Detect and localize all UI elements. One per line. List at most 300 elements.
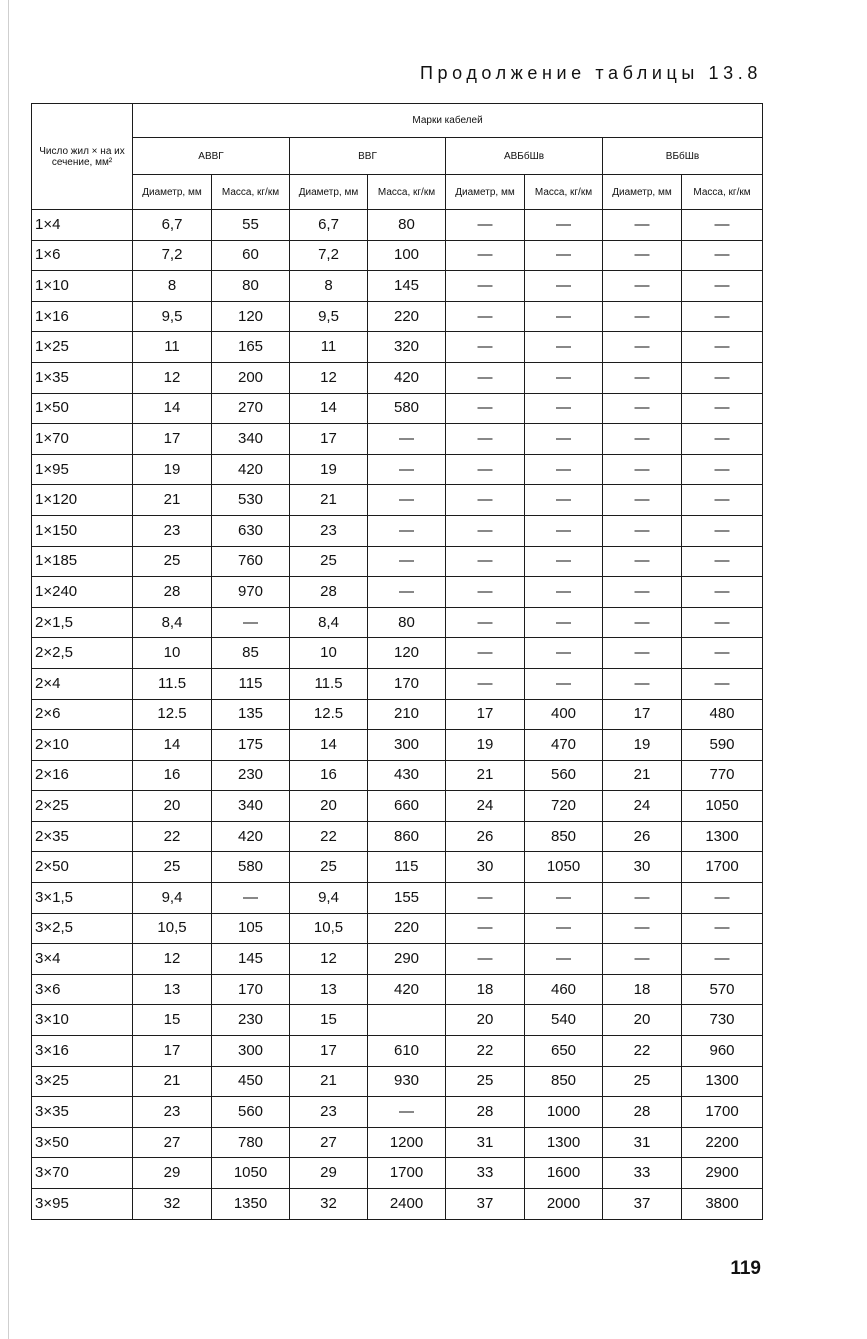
cell-vvg-mass: — — [368, 515, 446, 546]
cell-avbbshv-diameter: — — [446, 393, 525, 424]
table-row — [32, 1005, 763, 1036]
table-row — [32, 393, 763, 424]
cell-vbbshv-diameter: — — [603, 210, 682, 241]
cell-vbbshv-mass: — — [682, 485, 763, 516]
cell-vbbshv-mass: 730 — [682, 1005, 763, 1036]
cell-vbbshv-mass: — — [682, 301, 763, 332]
cell-avvg-mass: 630 — [212, 515, 290, 546]
cell-cores-section: 1×35 — [32, 362, 133, 393]
cell-vbbshv-diameter: 24 — [603, 791, 682, 822]
cell-vvg-diameter: 22 — [290, 821, 368, 852]
table-row — [32, 821, 763, 852]
cell-avbbshv-mass: — — [525, 668, 603, 699]
cell-vvg-mass: 2400 — [368, 1189, 446, 1220]
cell-avbbshv-mass: 1050 — [525, 852, 603, 883]
cell-vvg-mass: 80 — [368, 607, 446, 638]
cell-vvg-diameter: 21 — [290, 485, 368, 516]
cell-cores-section: 2×25 — [32, 791, 133, 822]
cell-vvg-diameter: 8 — [290, 271, 368, 302]
cell-cores-section: 3×4 — [32, 944, 133, 975]
cell-avbbshv-diameter: 24 — [446, 791, 525, 822]
cell-vbbshv-mass: — — [682, 332, 763, 363]
cell-vvg-diameter: 6,7 — [290, 210, 368, 241]
cell-vvg-diameter: 19 — [290, 454, 368, 485]
cell-avbbshv-diameter: — — [446, 515, 525, 546]
cell-avbbshv-diameter: 18 — [446, 974, 525, 1005]
cell-vvg-mass: — — [368, 1097, 446, 1128]
table-row — [32, 1097, 763, 1128]
cell-avvg-diameter: 25 — [133, 852, 212, 883]
cell-cores-section: 1×4 — [32, 210, 133, 241]
cell-vbbshv-diameter: 28 — [603, 1097, 682, 1128]
header-mass: Масса, кг/км — [525, 175, 603, 210]
cell-avbbshv-mass: 720 — [525, 791, 603, 822]
cell-avvg-diameter: 17 — [133, 424, 212, 455]
table-row — [32, 974, 763, 1005]
cell-avvg-diameter: 17 — [133, 1036, 212, 1067]
cell-avbbshv-mass: — — [525, 362, 603, 393]
cell-vbbshv-mass: 1050 — [682, 791, 763, 822]
cell-vbbshv-mass: — — [682, 515, 763, 546]
cell-avvg-diameter: 21 — [133, 485, 212, 516]
cell-avvg-diameter: 23 — [133, 1097, 212, 1128]
cell-vbbshv-diameter: — — [603, 913, 682, 944]
cell-vbbshv-mass: 1700 — [682, 1097, 763, 1128]
cell-avbbshv-mass: — — [525, 638, 603, 669]
cell-cores-section: 3×16 — [32, 1036, 133, 1067]
cell-vvg-diameter: 7,2 — [290, 240, 368, 271]
cell-vbbshv-diameter: — — [603, 515, 682, 546]
cell-avvg-mass: 270 — [212, 393, 290, 424]
cell-avvg-mass: 105 — [212, 913, 290, 944]
cell-vbbshv-mass: — — [682, 240, 763, 271]
cell-cores-section: 2×1,5 — [32, 607, 133, 638]
cell-vvg-mass: — — [368, 546, 446, 577]
cell-vvg-diameter: 28 — [290, 577, 368, 608]
cell-vbbshv-diameter: — — [603, 668, 682, 699]
cell-avvg-diameter: 15 — [133, 1005, 212, 1036]
cell-vbbshv-mass: 960 — [682, 1036, 763, 1067]
cell-avbbshv-mass: — — [525, 485, 603, 516]
cell-avbbshv-mass: 400 — [525, 699, 603, 730]
cell-avvg-mass: 200 — [212, 362, 290, 393]
cell-cores-section: 1×70 — [32, 424, 133, 455]
table-caption: Продолжение таблицы 13.8 — [419, 63, 762, 83]
cell-vbbshv-diameter: 30 — [603, 852, 682, 883]
cell-cores-section: 2×16 — [32, 760, 133, 791]
table-row — [32, 944, 763, 975]
cell-vbbshv-diameter: — — [603, 638, 682, 669]
cell-avbbshv-diameter: 25 — [446, 1066, 525, 1097]
table-row — [32, 240, 763, 271]
table-row — [32, 1036, 763, 1067]
cell-avvg-mass: 120 — [212, 301, 290, 332]
table-row — [32, 913, 763, 944]
cell-avbbshv-diameter: 17 — [446, 699, 525, 730]
cell-vvg-mass: 660 — [368, 791, 446, 822]
cell-vvg-diameter: 32 — [290, 1189, 368, 1220]
cell-vvg-diameter: 11.5 — [290, 668, 368, 699]
cell-avbbshv-diameter: — — [446, 362, 525, 393]
table-row — [32, 424, 763, 455]
header-diameter: Диаметр, мм — [290, 175, 368, 210]
cell-vbbshv-diameter: 33 — [603, 1158, 682, 1189]
cell-avvg-mass: 340 — [212, 424, 290, 455]
cell-vbbshv-diameter: — — [603, 454, 682, 485]
cell-avvg-diameter: 12.5 — [133, 699, 212, 730]
cell-avvg-mass: 1050 — [212, 1158, 290, 1189]
cell-vbbshv-diameter: — — [603, 577, 682, 608]
cell-avvg-mass: 80 — [212, 271, 290, 302]
cell-avvg-mass: 340 — [212, 791, 290, 822]
cell-avvg-diameter: 10,5 — [133, 913, 212, 944]
cell-vbbshv-diameter: — — [603, 424, 682, 455]
cell-vvg-diameter: 21 — [290, 1066, 368, 1097]
cell-vvg-mass: 420 — [368, 974, 446, 1005]
cell-avbbshv-mass: 650 — [525, 1036, 603, 1067]
cell-avbbshv-diameter: — — [446, 210, 525, 241]
cell-cores-section: 3×1,5 — [32, 883, 133, 914]
cell-vvg-mass: 580 — [368, 393, 446, 424]
table-row — [32, 546, 763, 577]
table-row — [32, 210, 763, 241]
cell-avvg-diameter: 25 — [133, 546, 212, 577]
cell-vbbshv-mass: — — [682, 454, 763, 485]
cell-vvg-mass: — — [368, 454, 446, 485]
cell-avbbshv-diameter: 22 — [446, 1036, 525, 1067]
cell-vbbshv-diameter: — — [603, 393, 682, 424]
cell-avvg-diameter: 11.5 — [133, 668, 212, 699]
cell-vvg-mass: 80 — [368, 210, 446, 241]
cell-avvg-diameter: 16 — [133, 760, 212, 791]
cell-avbbshv-diameter: — — [446, 485, 525, 516]
table-row — [32, 852, 763, 883]
table-row — [32, 730, 763, 761]
cell-avvg-diameter: 13 — [133, 974, 212, 1005]
cell-avvg-mass: 85 — [212, 638, 290, 669]
cell-avvg-diameter: 22 — [133, 821, 212, 852]
cell-vvg-mass: 220 — [368, 301, 446, 332]
cell-avbbshv-diameter: — — [446, 944, 525, 975]
cell-avvg-mass: 135 — [212, 699, 290, 730]
cell-avbbshv-diameter: — — [446, 883, 525, 914]
cell-vvg-diameter: 8,4 — [290, 607, 368, 638]
cell-avbbshv-mass: 460 — [525, 974, 603, 1005]
cell-avvg-mass: 560 — [212, 1097, 290, 1128]
cell-vbbshv-mass: — — [682, 577, 763, 608]
cell-cores-section: 3×95 — [32, 1189, 133, 1220]
cell-vvg-mass: 930 — [368, 1066, 446, 1097]
table-row — [32, 638, 763, 669]
cell-vbbshv-mass: 570 — [682, 974, 763, 1005]
cell-cores-section: 3×6 — [32, 974, 133, 1005]
cell-avvg-mass: 230 — [212, 1005, 290, 1036]
cell-vvg-mass: 320 — [368, 332, 446, 363]
table-row — [32, 607, 763, 638]
cell-avbbshv-diameter: 28 — [446, 1097, 525, 1128]
cell-avbbshv-diameter: — — [446, 271, 525, 302]
header-diameter: Диаметр, мм — [603, 175, 682, 210]
cell-vvg-diameter: 16 — [290, 760, 368, 791]
cell-avvg-diameter: 6,7 — [133, 210, 212, 241]
cell-cores-section: 1×10 — [32, 271, 133, 302]
cell-cores-section: 1×185 — [32, 546, 133, 577]
cell-vbbshv-diameter: — — [603, 240, 682, 271]
cell-avvg-diameter: 14 — [133, 393, 212, 424]
cell-vbbshv-mass: — — [682, 362, 763, 393]
cell-cores-section: 3×2,5 — [32, 913, 133, 944]
cell-avbbshv-mass: 470 — [525, 730, 603, 761]
cell-vbbshv-diameter: — — [603, 301, 682, 332]
cell-vbbshv-mass: — — [682, 607, 763, 638]
cell-vvg-diameter: 15 — [290, 1005, 368, 1036]
cell-avbbshv-mass: 1300 — [525, 1127, 603, 1158]
header-diameter: Диаметр, мм — [133, 175, 212, 210]
table-row — [32, 668, 763, 699]
cell-vvg-mass: — — [368, 424, 446, 455]
cell-avbbshv-mass: — — [525, 271, 603, 302]
cell-vbbshv-diameter: 31 — [603, 1127, 682, 1158]
cell-vvg-mass: 1200 — [368, 1127, 446, 1158]
table-row — [32, 301, 763, 332]
cell-vbbshv-mass: — — [682, 913, 763, 944]
table-row — [32, 485, 763, 516]
cell-avbbshv-diameter: 30 — [446, 852, 525, 883]
cable-table — [31, 103, 763, 1220]
cell-avvg-mass: 60 — [212, 240, 290, 271]
cell-avvg-diameter: 8,4 — [133, 607, 212, 638]
cell-vbbshv-diameter: 18 — [603, 974, 682, 1005]
cell-vbbshv-mass: 2900 — [682, 1158, 763, 1189]
cell-vbbshv-diameter: 17 — [603, 699, 682, 730]
cell-avbbshv-diameter: 31 — [446, 1127, 525, 1158]
cell-cores-section: 2×2,5 — [32, 638, 133, 669]
cell-avbbshv-diameter: 33 — [446, 1158, 525, 1189]
header-brand-vbbshv: ВБбШв — [603, 138, 763, 175]
cell-avvg-diameter: 29 — [133, 1158, 212, 1189]
cell-avbbshv-mass: — — [525, 424, 603, 455]
cell-vvg-mass: 220 — [368, 913, 446, 944]
cell-vbbshv-diameter: — — [603, 362, 682, 393]
cell-avbbshv-diameter: — — [446, 577, 525, 608]
cell-avbbshv-mass: — — [525, 577, 603, 608]
cell-avvg-diameter: 28 — [133, 577, 212, 608]
cell-avvg-mass: — — [212, 607, 290, 638]
cell-vvg-diameter: 11 — [290, 332, 368, 363]
cell-avvg-diameter: 7,2 — [133, 240, 212, 271]
cell-vbbshv-diameter: — — [603, 607, 682, 638]
cell-vvg-diameter: 20 — [290, 791, 368, 822]
cell-avbbshv-diameter: — — [446, 240, 525, 271]
cell-vbbshv-diameter: — — [603, 332, 682, 363]
cell-vbbshv-mass: — — [682, 424, 763, 455]
table-row — [32, 271, 763, 302]
cell-avvg-mass: 450 — [212, 1066, 290, 1097]
cell-vvg-mass: 145 — [368, 271, 446, 302]
cell-vvg-mass — [368, 1005, 446, 1036]
cell-avbbshv-diameter: — — [446, 301, 525, 332]
cell-avvg-mass: 145 — [212, 944, 290, 975]
cell-vbbshv-diameter: — — [603, 944, 682, 975]
cell-avbbshv-mass: — — [525, 944, 603, 975]
page-edge-line — [8, 0, 9, 1339]
cell-vbbshv-mass: — — [682, 393, 763, 424]
cell-vvg-diameter: 29 — [290, 1158, 368, 1189]
cell-vvg-mass: 300 — [368, 730, 446, 761]
cell-cores-section: 1×120 — [32, 485, 133, 516]
cell-cores-section: 1×25 — [32, 332, 133, 363]
cell-vbbshv-diameter: 25 — [603, 1066, 682, 1097]
cell-cores-section: 2×35 — [32, 821, 133, 852]
cell-vbbshv-mass: 770 — [682, 760, 763, 791]
cell-cores-section: 1×50 — [32, 393, 133, 424]
cell-avvg-diameter: 19 — [133, 454, 212, 485]
cell-vbbshv-diameter: — — [603, 485, 682, 516]
cell-vvg-diameter: 27 — [290, 1127, 368, 1158]
cell-avbbshv-diameter: — — [446, 546, 525, 577]
cell-avvg-mass: 170 — [212, 974, 290, 1005]
header-mass: Масса, кг/км — [368, 175, 446, 210]
table-row — [32, 1189, 763, 1220]
cell-avvg-mass: 300 — [212, 1036, 290, 1067]
cell-avvg-diameter: 32 — [133, 1189, 212, 1220]
cell-avvg-mass: — — [212, 883, 290, 914]
cell-vbbshv-diameter: 21 — [603, 760, 682, 791]
header-brand-avbbshv: АВБбШв — [446, 138, 603, 175]
cell-avvg-mass: 55 — [212, 210, 290, 241]
cell-avvg-diameter: 10 — [133, 638, 212, 669]
cell-vvg-diameter: 25 — [290, 546, 368, 577]
cell-vbbshv-mass: — — [682, 944, 763, 975]
header-mass: Масса, кг/км — [682, 175, 763, 210]
cell-vvg-diameter: 17 — [290, 1036, 368, 1067]
table-row — [32, 515, 763, 546]
cell-avbbshv-mass: — — [525, 546, 603, 577]
table-row — [32, 454, 763, 485]
cell-avbbshv-mass: — — [525, 393, 603, 424]
cell-avbbshv-mass: — — [525, 210, 603, 241]
cell-avbbshv-mass: — — [525, 332, 603, 363]
cell-vbbshv-diameter: 19 — [603, 730, 682, 761]
cell-avvg-mass: 175 — [212, 730, 290, 761]
cell-cores-section: 1×240 — [32, 577, 133, 608]
cell-avvg-diameter: 20 — [133, 791, 212, 822]
cell-avbbshv-mass: 850 — [525, 821, 603, 852]
cell-vvg-mass: 1700 — [368, 1158, 446, 1189]
cell-avvg-mass: 1350 — [212, 1189, 290, 1220]
cell-avbbshv-mass: — — [525, 883, 603, 914]
cell-cores-section: 3×35 — [32, 1097, 133, 1128]
cell-vvg-mass: 290 — [368, 944, 446, 975]
cell-avbbshv-mass: — — [525, 454, 603, 485]
cell-avvg-diameter: 12 — [133, 362, 212, 393]
cell-avvg-mass: 230 — [212, 760, 290, 791]
cell-cores-section: 3×10 — [32, 1005, 133, 1036]
table-row — [32, 791, 763, 822]
cell-avbbshv-mass: 1600 — [525, 1158, 603, 1189]
cell-avbbshv-mass: 540 — [525, 1005, 603, 1036]
table-row — [32, 1066, 763, 1097]
cell-vvg-mass: 420 — [368, 362, 446, 393]
header-mass: Масса, кг/км — [212, 175, 290, 210]
table-row — [32, 332, 763, 363]
cell-avbbshv-mass: 850 — [525, 1066, 603, 1097]
cell-avvg-mass: 780 — [212, 1127, 290, 1158]
cell-cores-section: 2×50 — [32, 852, 133, 883]
header-diameter: Диаметр, мм — [446, 175, 525, 210]
table-header — [32, 104, 763, 210]
cell-vvg-mass: 210 — [368, 699, 446, 730]
cell-vbbshv-mass: — — [682, 668, 763, 699]
page-number: 119 — [730, 1258, 761, 1279]
cell-avvg-diameter: 9,5 — [133, 301, 212, 332]
cell-avbbshv-diameter: 20 — [446, 1005, 525, 1036]
cell-avbbshv-diameter: 21 — [446, 760, 525, 791]
header-brand-vvg: ВВГ — [290, 138, 446, 175]
cell-vvg-mass: 120 — [368, 638, 446, 669]
cell-vbbshv-diameter: — — [603, 271, 682, 302]
header-cores-section: Число жил × на их сечение, мм² — [32, 104, 133, 210]
cell-avbbshv-mass: — — [525, 240, 603, 271]
cell-avvg-mass: 420 — [212, 821, 290, 852]
cell-avbbshv-diameter: 19 — [446, 730, 525, 761]
cell-avbbshv-diameter: — — [446, 424, 525, 455]
cell-vvg-diameter: 10,5 — [290, 913, 368, 944]
cell-cores-section: 2×10 — [32, 730, 133, 761]
cell-avbbshv-mass: — — [525, 607, 603, 638]
cell-vbbshv-mass: 480 — [682, 699, 763, 730]
cell-avvg-diameter: 8 — [133, 271, 212, 302]
cell-vvg-diameter: 14 — [290, 393, 368, 424]
cell-avvg-diameter: 12 — [133, 944, 212, 975]
cell-cores-section: 1×95 — [32, 454, 133, 485]
cell-avvg-mass: 165 — [212, 332, 290, 363]
cell-cores-section: 1×150 — [32, 515, 133, 546]
cell-vbbshv-mass: — — [682, 271, 763, 302]
cell-vvg-diameter: 10 — [290, 638, 368, 669]
cell-vvg-diameter: 9,5 — [290, 301, 368, 332]
cell-cores-section: 1×6 — [32, 240, 133, 271]
cell-avvg-diameter: 9,4 — [133, 883, 212, 914]
cell-vvg-mass: 610 — [368, 1036, 446, 1067]
table-row — [32, 883, 763, 914]
cell-vbbshv-diameter: 37 — [603, 1189, 682, 1220]
cell-vvg-mass: 860 — [368, 821, 446, 852]
cell-avbbshv-mass: 2000 — [525, 1189, 603, 1220]
cell-vvg-mass: — — [368, 577, 446, 608]
cell-avvg-diameter: 23 — [133, 515, 212, 546]
cell-vbbshv-mass: 590 — [682, 730, 763, 761]
cell-avbbshv-mass: 1000 — [525, 1097, 603, 1128]
cell-vbbshv-diameter: 26 — [603, 821, 682, 852]
cell-avvg-mass: 115 — [212, 668, 290, 699]
table-row — [32, 577, 763, 608]
cell-avbbshv-mass: — — [525, 301, 603, 332]
cell-cores-section: 3×25 — [32, 1066, 133, 1097]
cell-vvg-diameter: 9,4 — [290, 883, 368, 914]
cell-vvg-mass: — — [368, 485, 446, 516]
cell-avvg-mass: 530 — [212, 485, 290, 516]
cell-avvg-mass: 970 — [212, 577, 290, 608]
cell-vbbshv-diameter: 22 — [603, 1036, 682, 1067]
cell-vbbshv-mass: — — [682, 210, 763, 241]
cell-vvg-diameter: 23 — [290, 515, 368, 546]
header-cable-brands: Марки кабелей — [133, 104, 763, 138]
cell-vvg-mass: 430 — [368, 760, 446, 791]
cell-avvg-mass: 760 — [212, 546, 290, 577]
cell-vvg-diameter: 17 — [290, 424, 368, 455]
cell-avvg-mass: 580 — [212, 852, 290, 883]
